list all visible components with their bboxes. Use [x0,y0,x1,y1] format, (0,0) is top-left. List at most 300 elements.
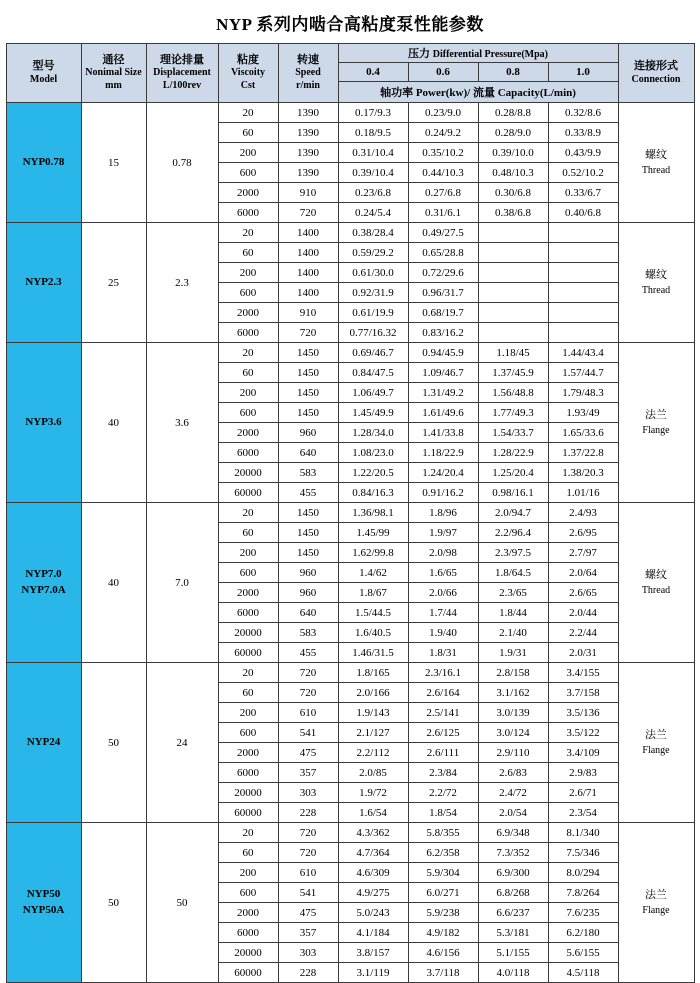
nominal-size-cell: 15 [81,103,146,223]
speed-cell: 1390 [278,103,338,123]
speed-cell: 1390 [278,163,338,183]
power-flow-cell-0-6: 5.9/238 [408,903,478,923]
table-row [6,503,694,523]
speed-cell: 1450 [278,543,338,563]
speed-cell: 1450 [278,363,338,383]
header-nominal-size-unit: mm [105,79,122,91]
viscosity-cell: 60 [218,523,278,543]
power-flow-cell-1-0: 1.44/43.4 [548,343,618,363]
speed-cell: 910 [278,183,338,203]
power-flow-cell-0-4: 1.62/99.8 [338,543,408,563]
power-flow-cell-0-4: 1.06/49.7 [338,383,408,403]
power-flow-cell-0-8: 0.98/16.1 [478,483,548,503]
viscosity-cell: 20 [218,343,278,363]
power-flow-cell-0-8: 1.56/48.8 [478,383,548,403]
power-flow-cell-0-8: 1.28/22.9 [478,443,548,463]
speed-cell: 583 [278,463,338,483]
speed-cell: 610 [278,863,338,883]
speed-cell: 720 [278,203,338,223]
power-flow-cell-0-4: 4.3/362 [338,823,408,843]
power-flow-cell-0-6: 2.6/111 [408,743,478,763]
viscosity-cell: 200 [218,863,278,883]
displacement-cell: 2.3 [146,223,218,343]
viscosity-cell: 20 [218,223,278,243]
power-flow-cell-0-8: 2.6/83 [478,763,548,783]
model-label: NYP24 [26,735,61,748]
power-flow-cell-0-6: 1.09/46.7 [408,363,478,383]
connection-cell [618,103,694,223]
power-flow-cell-0-8 [478,283,548,303]
power-flow-cell-1-0: 6.2/180 [548,923,618,943]
power-flow-cell-0-4: 2.2/112 [338,743,408,763]
power-flow-cell-1-0: 0.43/9.9 [548,143,618,163]
power-flow-cell-0-4: 3.8/157 [338,943,408,963]
power-flow-cell-1-0: 1.93/49 [548,403,618,423]
power-flow-cell-0-8: 2.9/110 [478,743,548,763]
viscosity-cell: 20 [218,663,278,683]
model-label: NYP3.6 [25,415,62,428]
power-flow-cell-0-6: 1.8/54 [408,803,478,823]
power-flow-cell-0-8: 1.8/64.5 [478,563,548,583]
power-flow-cell-0-4: 0.69/46.7 [338,343,408,363]
power-flow-cell-0-8 [478,263,548,283]
header-connection [618,44,694,103]
displacement-cell: 3.6 [146,343,218,503]
speed-cell: 910 [278,303,338,323]
header-pressure [338,44,618,63]
displacement-cell: 50 [146,823,218,983]
speed-cell: 960 [278,583,338,603]
speed-cell: 960 [278,563,338,583]
power-flow-cell-0-6: 1.9/97 [408,523,478,543]
power-flow-cell-1-0: 3.4/109 [548,743,618,763]
power-flow-cell-0-4: 0.84/16.3 [338,483,408,503]
connection-cn: 法兰 [645,728,667,741]
power-flow-cell-0-8: 1.37/45.9 [478,363,548,383]
power-flow-cell-1-0 [548,243,618,263]
power-flow-cell-0-6: 1.31/49.2 [408,383,478,403]
model-cell [6,823,81,983]
viscosity-cell: 60000 [218,483,278,503]
performance-table [6,43,695,983]
header-model-cn: 型号 [32,59,55,72]
power-flow-cell-0-6: 2.3/84 [408,763,478,783]
power-flow-cell-0-6: 1.8/96 [408,503,478,523]
speed-cell: 475 [278,743,338,763]
power-flow-cell-0-6: 3.7/118 [408,963,478,983]
power-flow-cell-0-8: 4.0/118 [478,963,548,983]
power-flow-cell-0-8: 1.25/20.4 [478,463,548,483]
power-flow-cell-0-4: 4.9/275 [338,883,408,903]
power-flow-cell-1-0: 2.4/93 [548,503,618,523]
header-pressure-en: Differential Pressure(Mpa) [432,49,548,60]
connection-cell [618,343,694,503]
model-cell [6,103,81,223]
header-nominal-size [81,44,146,103]
power-flow-cell-0-8: 5.3/181 [478,923,548,943]
speed-cell: 610 [278,703,338,723]
power-flow-cell-1-0 [548,223,618,243]
header-pressure-1-0: 1.0 [548,63,618,82]
viscosity-cell: 6000 [218,763,278,783]
power-flow-cell-0-8: 6.9/300 [478,863,548,883]
speed-cell: 1450 [278,343,338,363]
power-flow-cell-1-0 [548,323,618,343]
power-flow-cell-1-0: 1.37/22.8 [548,443,618,463]
power-flow-cell-0-4: 1.6/40.5 [338,623,408,643]
power-flow-cell-0-8: 5.1/155 [478,943,548,963]
power-flow-cell-0-4: 2.0/166 [338,683,408,703]
header-speed [278,44,338,103]
header-speed-en: Speed [295,67,321,79]
nominal-size-cell: 40 [81,343,146,503]
speed-cell: 1450 [278,383,338,403]
speed-cell: 541 [278,883,338,903]
speed-cell: 1450 [278,403,338,423]
power-flow-cell-0-6: 1.24/20.4 [408,463,478,483]
model-cell [6,223,81,343]
speed-cell: 720 [278,323,338,343]
power-flow-cell-0-6: 2.6/164 [408,683,478,703]
viscosity-cell: 20 [218,103,278,123]
nominal-size-cell: 50 [81,823,146,983]
connection-en: Flange [642,425,670,437]
power-flow-cell-0-6: 2.5/141 [408,703,478,723]
model-label: NYP0.78 [22,155,65,168]
speed-cell: 357 [278,923,338,943]
header-nominal-size-en: Nonimal Size [85,67,142,79]
power-flow-cell-1-0: 7.8/264 [548,883,618,903]
header-displacement [146,44,218,103]
power-flow-cell-0-6: 1.41/33.8 [408,423,478,443]
speed-cell: 960 [278,423,338,443]
connection-cell [618,663,694,823]
power-flow-cell-0-4: 1.28/34.0 [338,423,408,443]
power-flow-cell-1-0: 1.38/20.3 [548,463,618,483]
power-flow-cell-0-4: 0.59/29.2 [338,243,408,263]
speed-cell: 720 [278,683,338,703]
power-flow-cell-1-0: 0.33/6.7 [548,183,618,203]
power-flow-cell-1-0: 2.2/44 [548,623,618,643]
power-flow-cell-0-6: 0.68/19.7 [408,303,478,323]
table-row [6,343,694,363]
viscosity-cell: 600 [218,723,278,743]
power-flow-cell-0-6: 5.9/304 [408,863,478,883]
speed-cell: 1400 [278,263,338,283]
power-flow-cell-0-6: 0.49/27.5 [408,223,478,243]
power-flow-cell-1-0 [548,283,618,303]
power-flow-cell-1-0: 0.32/8.6 [548,103,618,123]
power-flow-cell-0-4: 0.38/28.4 [338,223,408,243]
connection-en: Thread [641,585,671,597]
viscosity-cell: 2000 [218,903,278,923]
power-flow-cell-0-8: 6.8/268 [478,883,548,903]
viscosity-cell: 20000 [218,783,278,803]
power-flow-cell-1-0: 1.79/48.3 [548,383,618,403]
displacement-cell: 24 [146,663,218,823]
power-flow-cell-0-8: 2.3/97.5 [478,543,548,563]
speed-cell: 303 [278,943,338,963]
power-flow-cell-0-8: 2.0/54 [478,803,548,823]
header-connection-cn: 连接形式 [634,59,678,72]
power-flow-cell-0-6: 1.7/44 [408,603,478,623]
power-flow-cell-0-4: 2.1/127 [338,723,408,743]
viscosity-cell: 2000 [218,583,278,603]
connection-cn: 螺纹 [645,268,667,281]
power-flow-cell-1-0 [548,263,618,283]
power-flow-cell-0-8: 6.6/237 [478,903,548,923]
header-viscosity-en: Viscoity [230,67,266,79]
power-flow-cell-0-6: 0.72/29.6 [408,263,478,283]
power-flow-cell-1-0: 1.01/16 [548,483,618,503]
power-flow-cell-0-4: 4.7/364 [338,843,408,863]
power-flow-cell-1-0: 3.4/155 [548,663,618,683]
speed-cell: 1400 [278,223,338,243]
power-flow-cell-0-4: 1.45/49.9 [338,403,408,423]
viscosity-cell: 20000 [218,943,278,963]
power-flow-cell-0-6: 6.2/358 [408,843,478,863]
speed-cell: 583 [278,623,338,643]
power-flow-cell-1-0: 8.1/340 [548,823,618,843]
table-body [6,103,694,983]
power-flow-cell-0-6: 0.31/6.1 [408,203,478,223]
power-flow-cell-0-4: 1.8/67 [338,583,408,603]
speed-cell: 1400 [278,283,338,303]
power-flow-cell-0-6: 2.3/16.1 [408,663,478,683]
viscosity-cell: 2000 [218,183,278,203]
power-flow-cell-1-0: 2.3/54 [548,803,618,823]
nominal-size-cell: 25 [81,223,146,343]
power-flow-cell-0-8: 2.1/40 [478,623,548,643]
speed-cell: 357 [278,763,338,783]
power-flow-cell-0-6: 1.9/40 [408,623,478,643]
model-cell [6,503,81,663]
connection-cn: 法兰 [645,408,667,421]
power-flow-cell-1-0: 7.6/235 [548,903,618,923]
table-row [6,823,694,843]
viscosity-cell: 60 [218,683,278,703]
power-flow-cell-0-8: 2.8/158 [478,663,548,683]
power-flow-cell-0-8: 0.28/9.0 [478,123,548,143]
power-flow-cell-0-8 [478,223,548,243]
power-flow-cell-0-8: 2.2/96.4 [478,523,548,543]
table-header [6,44,694,103]
model-label: NYP50 [26,888,61,901]
connection-en: Flange [642,905,670,917]
power-flow-cell-0-4: 1.6/54 [338,803,408,823]
power-flow-cell-0-6: 0.23/9.0 [408,103,478,123]
viscosity-cell: 600 [218,163,278,183]
header-model-en: Model [29,73,58,85]
power-flow-cell-0-6: 0.44/10.3 [408,163,478,183]
power-flow-cell-0-4: 1.5/44.5 [338,603,408,623]
power-flow-cell-0-6: 4.9/182 [408,923,478,943]
speed-cell: 640 [278,603,338,623]
power-flow-cell-0-4: 1.8/165 [338,663,408,683]
viscosity-cell: 20000 [218,623,278,643]
power-flow-cell-1-0: 2.0/64 [548,563,618,583]
power-flow-cell-0-6: 1.6/65 [408,563,478,583]
power-flow-cell-0-6: 0.94/45.9 [408,343,478,363]
header-model [6,44,81,103]
speed-cell: 455 [278,483,338,503]
viscosity-cell: 200 [218,263,278,283]
speed-cell: 1450 [278,523,338,543]
viscosity-cell: 60 [218,363,278,383]
power-flow-cell-0-4: 0.17/9.3 [338,103,408,123]
header-pressure-0-4: 0.4 [338,63,408,82]
power-flow-cell-0-4: 2.0/85 [338,763,408,783]
power-flow-cell-0-8: 6.9/348 [478,823,548,843]
power-flow-cell-0-8: 3.0/139 [478,703,548,723]
power-flow-cell-1-0: 2.6/65 [548,583,618,603]
power-flow-cell-1-0: 2.6/95 [548,523,618,543]
connection-cn: 螺纹 [645,148,667,161]
model-label: NYP2.3 [25,275,62,288]
power-flow-cell-0-8: 7.3/352 [478,843,548,863]
viscosity-cell: 60 [218,843,278,863]
power-flow-cell-0-6: 6.0/271 [408,883,478,903]
power-flow-cell-1-0: 1.57/44.7 [548,363,618,383]
power-flow-cell-0-6: 0.96/31.7 [408,283,478,303]
connection-cn: 法兰 [645,888,667,901]
power-flow-cell-1-0: 2.6/71 [548,783,618,803]
speed-cell: 1390 [278,143,338,163]
header-row-1 [6,44,694,63]
power-flow-cell-0-8: 3.0/124 [478,723,548,743]
power-flow-cell-0-6: 1.61/49.6 [408,403,478,423]
viscosity-cell: 600 [218,403,278,423]
power-flow-cell-0-6: 2.2/72 [408,783,478,803]
viscosity-cell: 200 [218,703,278,723]
power-flow-cell-0-4: 4.6/309 [338,863,408,883]
model-cell [6,663,81,823]
viscosity-cell: 6000 [218,603,278,623]
power-flow-cell-0-6: 4.6/156 [408,943,478,963]
power-flow-cell-0-4: 1.22/20.5 [338,463,408,483]
power-flow-cell-0-8: 1.8/44 [478,603,548,623]
power-flow-cell-0-8: 0.38/6.8 [478,203,548,223]
viscosity-cell: 6000 [218,923,278,943]
power-flow-cell-0-4: 5.0/243 [338,903,408,923]
power-flow-cell-0-4: 1.08/23.0 [338,443,408,463]
power-flow-cell-0-6: 1.8/31 [408,643,478,663]
table-row [6,103,694,123]
viscosity-cell: 6000 [218,203,278,223]
viscosity-cell: 60 [218,123,278,143]
viscosity-cell: 600 [218,283,278,303]
speed-cell: 720 [278,823,338,843]
power-flow-cell-0-6: 0.24/9.2 [408,123,478,143]
power-flow-cell-0-6: 2.6/125 [408,723,478,743]
power-flow-cell-1-0: 2.7/97 [548,543,618,563]
power-flow-cell-1-0: 8.0/294 [548,863,618,883]
model-label: NYP7.0 [25,568,62,581]
model-label: NYP50A [22,903,65,916]
power-flow-cell-0-8: 3.1/162 [478,683,548,703]
power-flow-cell-1-0: 3.5/122 [548,723,618,743]
power-flow-cell-0-6: 5.8/355 [408,823,478,843]
header-speed-cn: 转速 [297,53,319,66]
viscosity-cell: 600 [218,563,278,583]
power-flow-cell-0-4: 0.61/30.0 [338,263,408,283]
header-displacement-cn: 理论排量 [160,53,204,66]
power-flow-cell-0-8: 0.48/10.3 [478,163,548,183]
page-title: NYP 系列内啮合高粘度泵性能参数 [216,15,484,34]
header-displacement-unit: L/100rev [162,79,202,91]
power-flow-cell-0-8: 0.39/10.0 [478,143,548,163]
viscosity-cell: 600 [218,883,278,903]
power-flow-cell-1-0: 5.6/155 [548,943,618,963]
speed-cell: 541 [278,723,338,743]
header-connection-en: Connection [631,73,681,85]
power-flow-cell-1-0: 2.9/83 [548,763,618,783]
power-flow-cell-0-8: 2.0/94.7 [478,503,548,523]
speed-cell: 720 [278,663,338,683]
power-flow-cell-0-4: 0.31/10.4 [338,143,408,163]
nominal-size-cell: 50 [81,663,146,823]
model-cell [6,343,81,503]
power-flow-cell-1-0: 0.33/8.9 [548,123,618,143]
power-flow-cell-0-4: 0.39/10.4 [338,163,408,183]
power-flow-cell-0-4: 1.9/143 [338,703,408,723]
power-flow-cell-0-8: 0.30/6.8 [478,183,548,203]
power-flow-cell-0-8: 2.4/72 [478,783,548,803]
connection-cell [618,823,694,983]
power-flow-cell-0-4: 1.36/98.1 [338,503,408,523]
connection-en: Thread [641,165,671,177]
power-flow-cell-0-4: 4.1/184 [338,923,408,943]
power-flow-cell-1-0: 2.0/44 [548,603,618,623]
power-flow-cell-0-8: 1.18/45 [478,343,548,363]
viscosity-cell: 200 [218,143,278,163]
speed-cell: 1390 [278,123,338,143]
header-pressure-cn: 压力 [408,48,430,60]
power-flow-cell-1-0: 3.7/158 [548,683,618,703]
power-flow-cell-1-0: 1.65/33.6 [548,423,618,443]
power-flow-cell-1-0: 3.5/136 [548,703,618,723]
viscosity-cell: 20 [218,823,278,843]
power-flow-cell-0-6: 0.83/16.2 [408,323,478,343]
power-flow-cell-0-6: 1.18/22.9 [408,443,478,463]
connection-cn: 螺纹 [645,568,667,581]
displacement-cell: 7.0 [146,503,218,663]
viscosity-cell: 60 [218,243,278,263]
viscosity-cell: 60000 [218,643,278,663]
connection-cell [618,223,694,343]
power-flow-cell-0-6: 2.0/98 [408,543,478,563]
viscosity-cell: 20000 [218,463,278,483]
connection-en: Thread [641,285,671,297]
power-flow-cell-0-8 [478,243,548,263]
table-row [6,663,694,683]
header-speed-unit: r/min [296,79,320,91]
header-pressure-0-8: 0.8 [478,63,548,82]
power-flow-cell-0-4: 0.18/9.5 [338,123,408,143]
power-flow-cell-0-4: 0.61/19.9 [338,303,408,323]
power-flow-cell-0-8: 1.54/33.7 [478,423,548,443]
displacement-cell: 0.78 [146,103,218,223]
viscosity-cell: 200 [218,383,278,403]
nominal-size-cell: 40 [81,503,146,663]
power-flow-cell-0-8: 1.77/49.3 [478,403,548,423]
power-flow-cell-0-6: 0.91/16.2 [408,483,478,503]
power-flow-cell-0-8 [478,323,548,343]
speed-cell: 1400 [278,243,338,263]
header-power-flow: 轴功率 Power(kw)/ 流量 Capacity(L/min) [338,82,618,103]
speed-cell: 228 [278,963,338,983]
power-flow-cell-0-6: 0.27/6.8 [408,183,478,203]
